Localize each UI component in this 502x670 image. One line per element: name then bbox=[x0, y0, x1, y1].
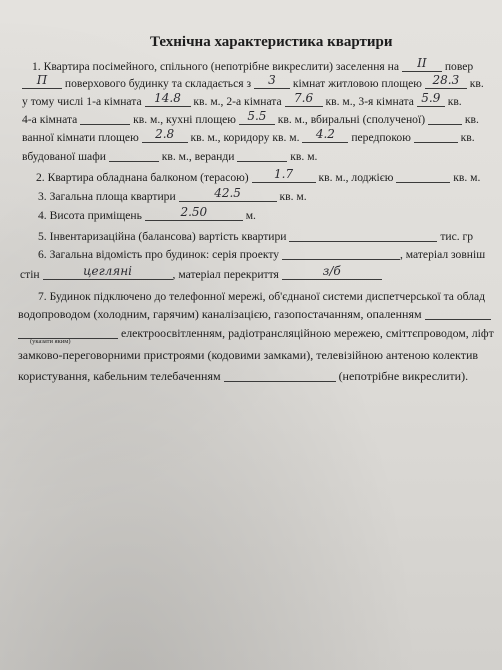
item1-line3 bbox=[22, 91, 462, 109]
unit-label: кв. м. bbox=[279, 190, 307, 203]
living-area-field bbox=[425, 73, 467, 89]
floor-suffix-text: повер bbox=[444, 60, 474, 73]
kitchen-value: 5.5 bbox=[247, 109, 267, 123]
heating-field bbox=[425, 307, 491, 320]
inventory-value-label: 5. Інвентаризаційна (балансова) вартість квартири bbox=[38, 230, 287, 243]
height-label: 4. Висота приміщень bbox=[38, 209, 142, 222]
unit-label: кв. м. bbox=[453, 171, 481, 184]
item7-line3 bbox=[18, 326, 494, 340]
item7-line5 bbox=[18, 369, 468, 383]
currency-label: тис. гр bbox=[440, 230, 474, 243]
bathroom-value: 2.8 bbox=[155, 127, 175, 141]
unit-label: кв. bbox=[447, 95, 462, 108]
ceiling-material-value: з/б bbox=[322, 264, 341, 278]
corridor-value: 4.2 bbox=[315, 127, 335, 141]
room2-value: 7.6 bbox=[294, 91, 314, 105]
balcony-label: 2. Квартира обладнана балконом (терасою) bbox=[36, 171, 249, 184]
item2-line bbox=[36, 167, 481, 185]
veranda-field bbox=[237, 149, 287, 162]
balcony-field bbox=[252, 167, 316, 183]
room3-label: кв. м., 3-я кімната bbox=[325, 95, 414, 108]
rooms-count-value: 3 bbox=[268, 73, 276, 87]
floors-total-value: П bbox=[36, 73, 48, 87]
walls-material-field bbox=[43, 264, 173, 280]
room1-value: 14.8 bbox=[154, 91, 181, 105]
bathroom-field bbox=[142, 127, 188, 143]
item7-text-5a: користування, кабельним телебаченням bbox=[18, 369, 221, 383]
unit-label: кв. bbox=[469, 77, 484, 90]
item1-intro-text: 1. Квартира посімейного, спільного (непотрібне викреслити) заселення на bbox=[32, 60, 399, 73]
item1-line5 bbox=[22, 127, 475, 145]
item1-line1 bbox=[32, 56, 474, 74]
project-series-field bbox=[282, 247, 400, 260]
item4-line bbox=[38, 205, 256, 223]
total-area-field bbox=[179, 186, 277, 202]
room1-label: у тому числі 1-а кімната bbox=[22, 95, 142, 108]
item7-line1 bbox=[38, 290, 485, 304]
floor-value: ІІ bbox=[417, 56, 427, 70]
room4-field bbox=[80, 112, 130, 125]
loggia-field bbox=[396, 170, 450, 183]
height-field bbox=[145, 205, 243, 221]
hall-label: передпокою bbox=[351, 131, 411, 144]
document-title: Технічна характеристика квартири bbox=[150, 34, 393, 50]
unit-label: кв. м. bbox=[290, 150, 318, 163]
living-area-value: 28.3 bbox=[432, 73, 460, 87]
inventory-value-field bbox=[289, 229, 437, 242]
loggia-label: кв. м., лоджією bbox=[318, 171, 394, 184]
outer-material-label: , матеріал зовніш bbox=[399, 248, 486, 261]
item7-text-5b: (непотрібне викреслити). bbox=[338, 369, 469, 383]
corridor-field bbox=[302, 127, 348, 143]
room1-field bbox=[145, 91, 191, 107]
room3-value: 5.9 bbox=[421, 91, 441, 105]
blank-hint: (указати яким) bbox=[30, 338, 71, 345]
rooms-text: кімнат житловою площею bbox=[292, 77, 422, 90]
height-value: 2.50 bbox=[180, 205, 208, 219]
closet-field bbox=[109, 149, 159, 162]
item6-line1 bbox=[38, 247, 485, 262]
rooms-count-field bbox=[254, 73, 290, 89]
ceiling-material-field bbox=[282, 264, 382, 280]
item7-line4 bbox=[18, 348, 478, 362]
item6-line2 bbox=[20, 264, 382, 282]
item7-text-2: водопроводом (холодним, гарячим) каналізацією, газопостачанням, опаленням bbox=[18, 307, 422, 321]
unit-label: кв. bbox=[460, 131, 475, 144]
ceiling-material-label: , матеріал перекриття bbox=[172, 268, 279, 281]
cable-tv-field bbox=[224, 369, 336, 382]
unit-label: м. bbox=[245, 209, 256, 222]
floor-field bbox=[402, 56, 442, 72]
item3-line bbox=[38, 186, 307, 204]
walls-material-value: цегляні bbox=[83, 264, 132, 278]
item1-line4 bbox=[22, 109, 479, 127]
corridor-label: кв. м., коридору кв. м. bbox=[190, 131, 300, 144]
veranda-label: кв. м., веранди bbox=[161, 150, 235, 163]
toilet-field bbox=[428, 112, 462, 125]
walls-label: стін bbox=[20, 268, 40, 281]
item7-text-1: 7. Будинок підключено до телефонної мережі, об'єднаної системи диспетчерської та облад bbox=[38, 290, 486, 303]
floors-total-field bbox=[22, 73, 62, 89]
unit-label: кв. bbox=[464, 113, 479, 126]
item5-line bbox=[38, 229, 473, 244]
bathroom-label: ванної кімнати площею bbox=[22, 131, 139, 144]
room2-field bbox=[285, 91, 323, 107]
item7-text-4: замково-переговорними пристроями (кодовими замками), телевізійною антеною колектив bbox=[18, 348, 479, 362]
item7-text-3: електроосвітленням, радіотрансляційною мережею, сміттєпроводом, ліфт bbox=[120, 326, 494, 340]
total-area-label: 3. Загальна площа квартири bbox=[38, 190, 176, 203]
total-area-value: 42.5 bbox=[214, 186, 241, 200]
kitchen-label: кв. м., кухні площею bbox=[133, 113, 236, 126]
item7-line2 bbox=[18, 307, 491, 321]
project-series-label: 6. Загальна відомість про будинок: серія проекту bbox=[38, 248, 280, 261]
toilet-label: кв. м., вбиральні (сполученої) bbox=[277, 113, 426, 126]
balcony-value: 1.7 bbox=[274, 167, 294, 181]
building-text: поверхового будинку та складається з bbox=[64, 77, 252, 90]
kitchen-field bbox=[239, 109, 275, 125]
room2-label: кв. м., 2-а кімната bbox=[193, 95, 282, 108]
item1-line2 bbox=[22, 73, 484, 91]
room4-label: 4-а кімната bbox=[22, 113, 78, 126]
hall-field bbox=[414, 130, 458, 143]
room3-field bbox=[417, 91, 445, 107]
closet-label: вбудованої шафи bbox=[22, 150, 106, 163]
item1-line6 bbox=[22, 149, 317, 164]
